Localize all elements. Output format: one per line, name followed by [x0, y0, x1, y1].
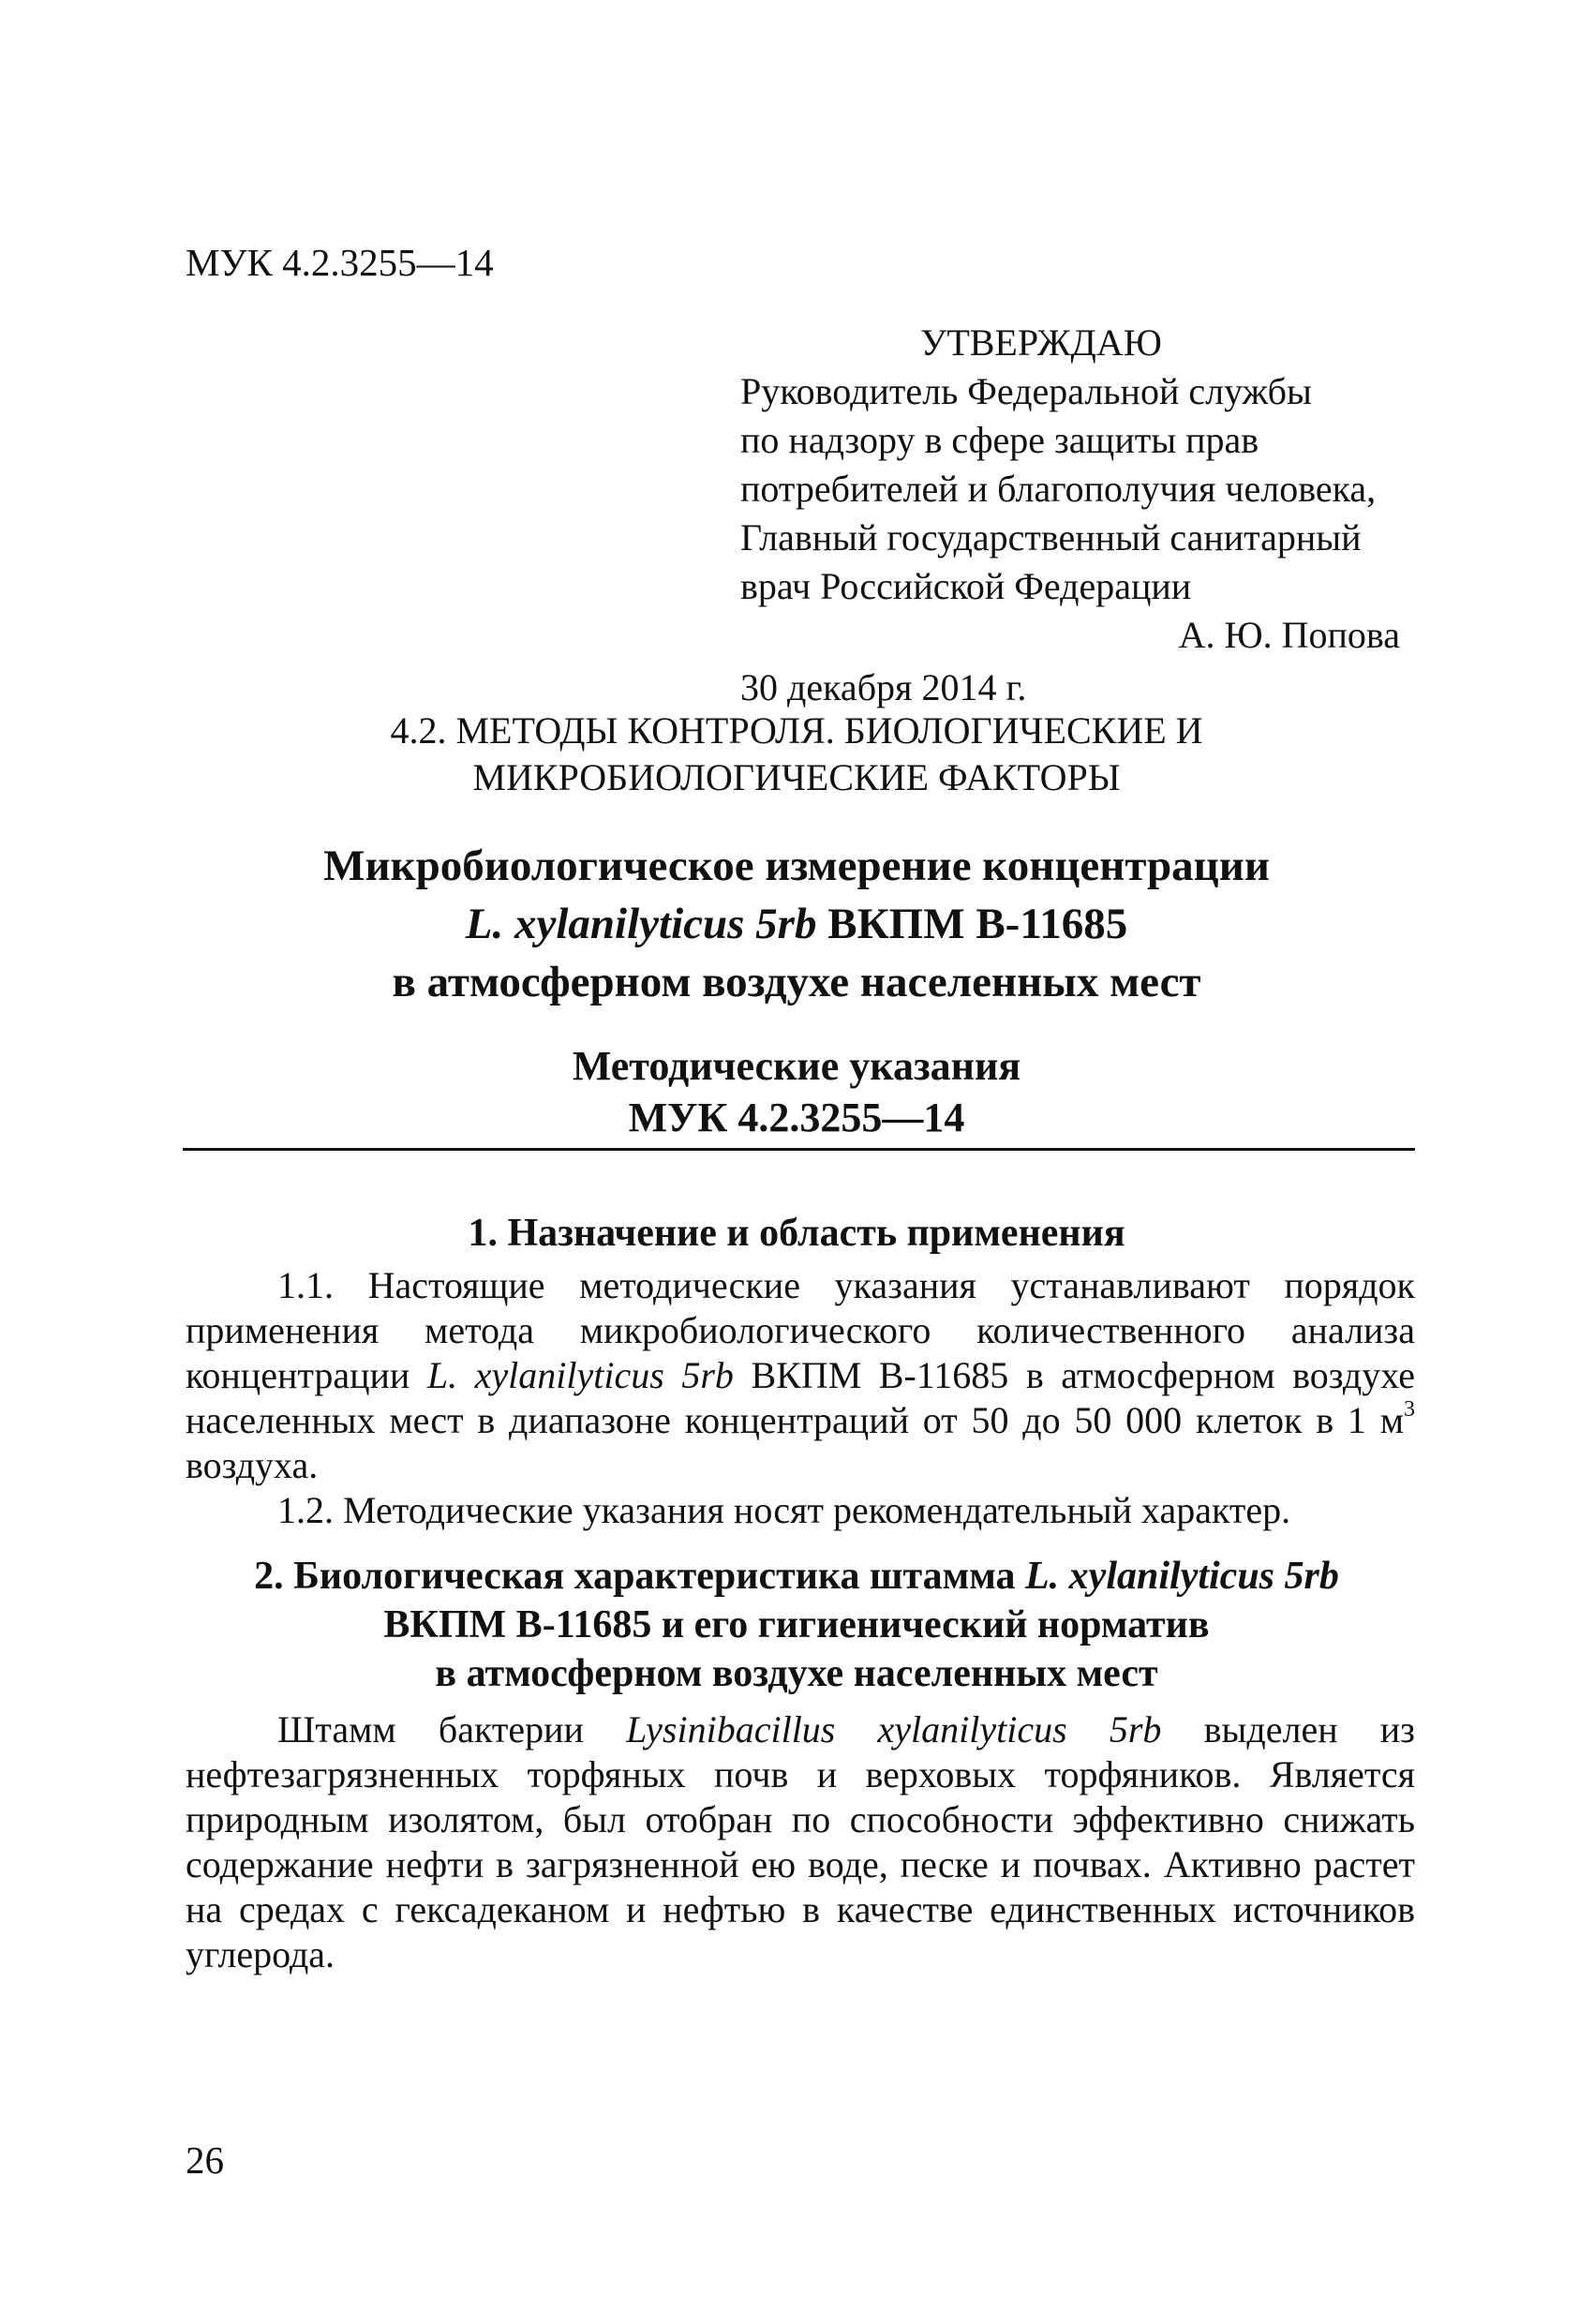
page-number: 26 — [186, 2138, 224, 2182]
paragraph-1-1 — [186, 1263, 1415, 1488]
subtitle-line: МУК 4.2.3255—14 — [628, 1095, 965, 1140]
document-subtitle — [141, 1040, 1452, 1143]
strain-name: Lysinibacillus xylanilyticus 5rb — [626, 1708, 1162, 1750]
paragraph-1-2: 1.2. Методические указания носят рекомендательный характер. — [277, 1489, 1291, 1531]
approver-name: А. Ю. Попова — [1178, 614, 1400, 656]
approval-block — [740, 319, 1415, 712]
section-2-body — [186, 1707, 1415, 1977]
approval-line: Главный государственный санитарный — [740, 516, 1362, 559]
section-1-body — [186, 1263, 1415, 1533]
section-heading-line: 4.2. МЕТОДЫ КОНТРОЛЯ. БИОЛОГИЧЕСКИЕ И — [390, 709, 1203, 752]
subtitle-line: Методические указания — [572, 1043, 1021, 1089]
paragraph-text: выделен из нефтезагрязненных торфяных почв и верховых торфяников. Является природным изолятом, был отобран по способности эффективно снижать содержание нефти в загрязненной ею воде, песке и почвах. Активно растет на средах с гексадеканом и нефтью в качестве единственных источников углерода. — [186, 1708, 1415, 1975]
section-heading-line: МИКРОБИОЛОГИЧЕСКИЕ ФАКТОРЫ — [472, 756, 1121, 798]
title-line: в атмосферном воздухе населенных мест — [392, 958, 1201, 1006]
approval-line: потребителей и благополучия человека, — [740, 468, 1377, 510]
section-2-heading — [141, 1552, 1452, 1698]
strain-name: L. xylanilyticus 5rb — [426, 1354, 734, 1396]
paragraph-text: ВКПМ В-11685 в атмосферном воздухе населенных мест в диапазоне концентраций от 50 до 50 000 клеток в 1 м — [186, 1354, 1415, 1441]
paragraph-text: воздуха. — [186, 1444, 319, 1486]
strain-name: L. xylanilyticus 5rb — [1025, 1555, 1339, 1598]
heading-text: 2. Биологическая характеристика штамма — [254, 1555, 1026, 1598]
superscript: 3 — [1404, 1397, 1415, 1422]
paragraph-2-1 — [186, 1707, 1415, 1977]
approval-line: Руководитель Федеральной службы — [740, 370, 1312, 412]
strain-name: L. xylanilyticus 5rb — [465, 900, 817, 948]
paragraph-text: Штамм бактерии — [277, 1708, 627, 1750]
paragraph-text: 1.1. Настоящие методические указания устанавливают порядок применения метода микробиологического количественного анализа концентрации — [186, 1264, 1415, 1396]
approval-line: врач Российской Федерации — [740, 565, 1192, 607]
section-2-title-line: ВКПМ В-11685 и его гигиенический норматив — [383, 1603, 1210, 1646]
title-divider — [183, 1148, 1415, 1151]
document-code-header: МУК 4.2.3255—14 — [186, 241, 494, 284]
approval-title: УТВЕРЖДАЮ — [920, 321, 1162, 364]
section-2-title-line: в атмосферном воздухе населенных мест — [435, 1652, 1158, 1695]
section-2-title-line — [141, 1552, 1452, 1601]
title-line — [141, 895, 1452, 953]
approval-line: по надзору в сфере защиты прав — [740, 419, 1259, 461]
strain-code: ВКПМ В-11685 — [816, 900, 1128, 948]
document-title — [141, 837, 1452, 1011]
section-1-title: 1. Назначение и область применения — [468, 1212, 1125, 1255]
section-heading — [141, 708, 1452, 801]
section-1-heading — [141, 1209, 1452, 1258]
title-line: Микробиологическое измерение концентрации — [323, 842, 1270, 890]
approval-date: 30 декабря 2014 г. — [740, 666, 1027, 708]
